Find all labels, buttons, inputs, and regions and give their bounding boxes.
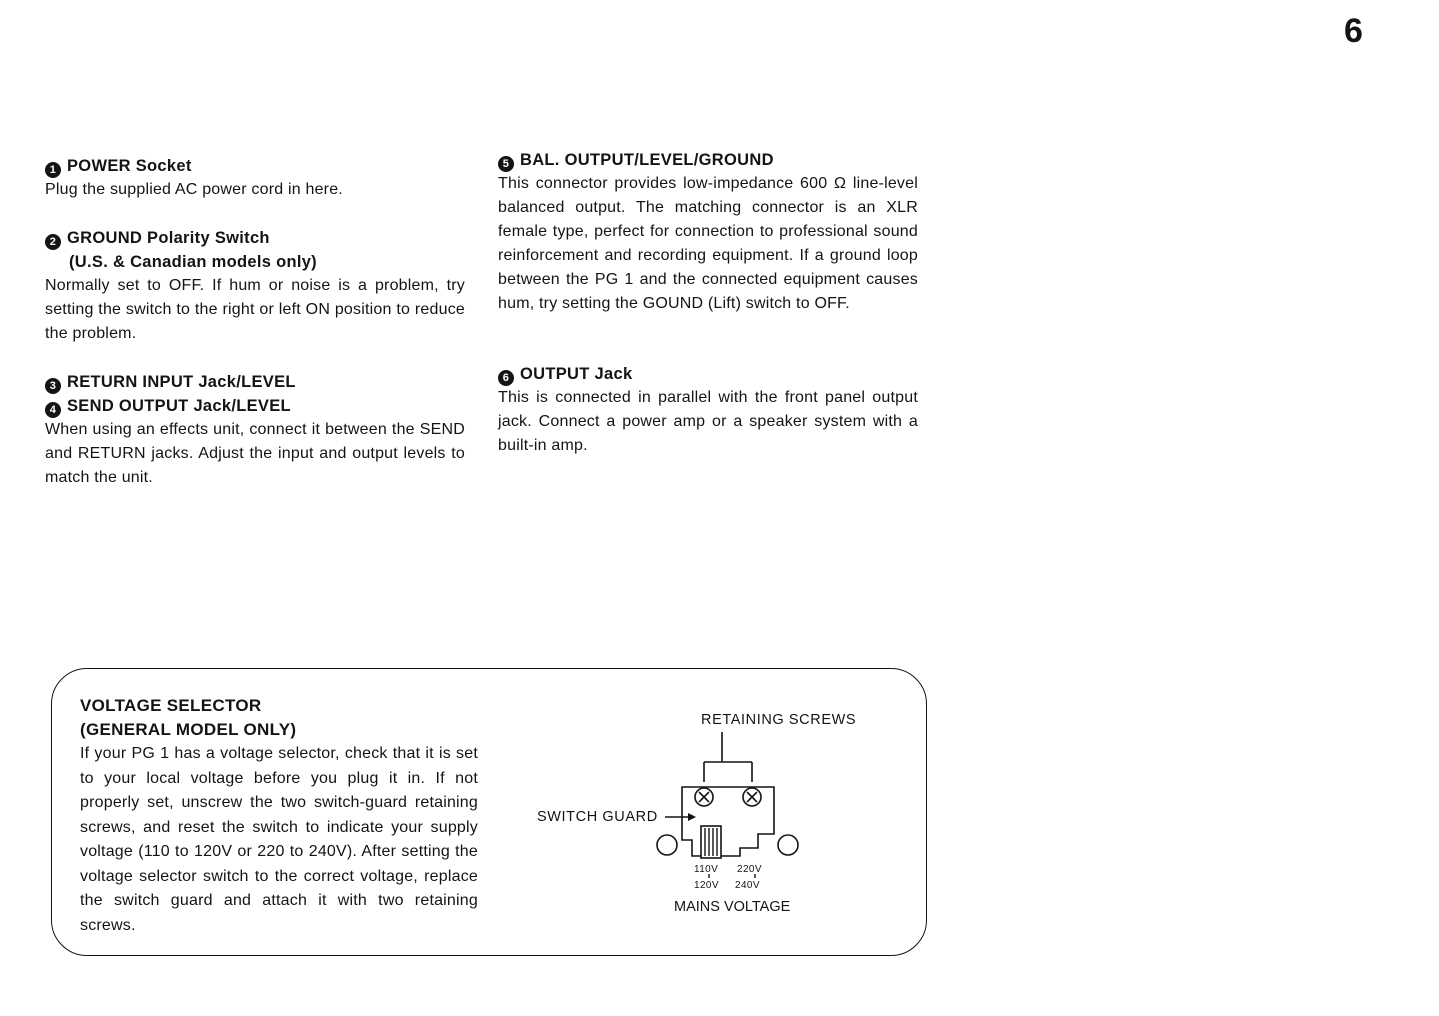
item-number-badge: 3 (45, 378, 61, 394)
power-socket-title: POWER Socket (67, 157, 192, 175)
item-number-badge: 6 (498, 370, 514, 386)
mains-voltage-label: MAINS VOLTAGE (674, 899, 791, 915)
send-output-title: SEND OUTPUT Jack/LEVEL (67, 397, 291, 415)
return-input-heading (45, 370, 465, 394)
item-number-badge: 2 (45, 234, 61, 250)
return-send-text: When using an effects unit, connect it between the SEND and RETURN jacks. Adjust the input and output levels to match the unit. (45, 421, 465, 486)
voltage-220-label: 220V (737, 864, 762, 875)
return-send-section (45, 370, 465, 490)
bal-output-section (498, 148, 918, 316)
ground-switch-title: GROUND Polarity Switch (67, 229, 270, 247)
output-jack-section (498, 362, 918, 458)
item-number-badge: 5 (498, 156, 514, 172)
retaining-screws-label: RETAINING SCREWS (701, 712, 857, 728)
voltage-selector-section (80, 694, 478, 938)
output-jack-title: OUTPUT Jack (520, 365, 633, 383)
ground-switch-text: Normally set to OFF. If hum or noise is a problem, try setting the switch to the right or left ON position to reduce the problem. (45, 277, 465, 342)
page-number: 6 (1344, 12, 1363, 50)
item-number-badge: 1 (45, 162, 61, 178)
bal-output-title: BAL. OUTPUT/LEVEL/GROUND (520, 151, 774, 169)
power-socket-section (45, 154, 465, 202)
output-jack-text: This is connected in parallel with the front panel output jack. Connect a power amp or a speaker system with a built-in amp. (498, 389, 918, 454)
voltage-120-label: 120V (694, 880, 719, 891)
voltage-selector-text: If your PG 1 has a voltage selector, check that it is set to your local voltage before you plug it in. If not properly set, unscrew the two switch-guard retaining screws, and reset the switch to indicate your supply voltage (110 to 120V or 220 to 240V). After setting the voltage selector switch to the correct voltage, replace the switch guard and attach it with two retaining screws. (80, 745, 478, 934)
voltage-110-label: 110V (694, 864, 719, 875)
power-socket-text: Plug the supplied AC power cord in here. (45, 181, 343, 198)
ground-switch-heading (45, 226, 465, 250)
return-input-title: RETURN INPUT Jack/LEVEL (67, 373, 296, 391)
output-jack-heading (498, 362, 918, 386)
bal-output-heading (498, 148, 918, 172)
send-output-heading (45, 394, 465, 418)
switch-guard-label: SWITCH GUARD (537, 809, 658, 825)
power-socket-heading (45, 154, 465, 178)
item-number-badge: 4 (45, 402, 61, 418)
voltage-selector-heading: VOLTAGE SELECTOR (80, 696, 262, 715)
bal-output-text: This connector provides low-impedance 600 Ω line-level balanced output. The matching connector is an XLR female type, perfect for connection to professional sound reinforcement and recording equipment. If a ground loop between the PG 1 and the connected equipment causes hum, try setting the GOUND (Lift) switch to OFF. (498, 175, 918, 312)
ground-switch-section (45, 226, 465, 346)
voltage-selector-subheading: (GENERAL MODEL ONLY) (80, 720, 297, 739)
voltage-240-label: 240V (735, 880, 760, 891)
voltage-selector-diagram (530, 700, 890, 930)
ground-switch-subheading: (U.S. & Canadian models only) (69, 253, 317, 271)
